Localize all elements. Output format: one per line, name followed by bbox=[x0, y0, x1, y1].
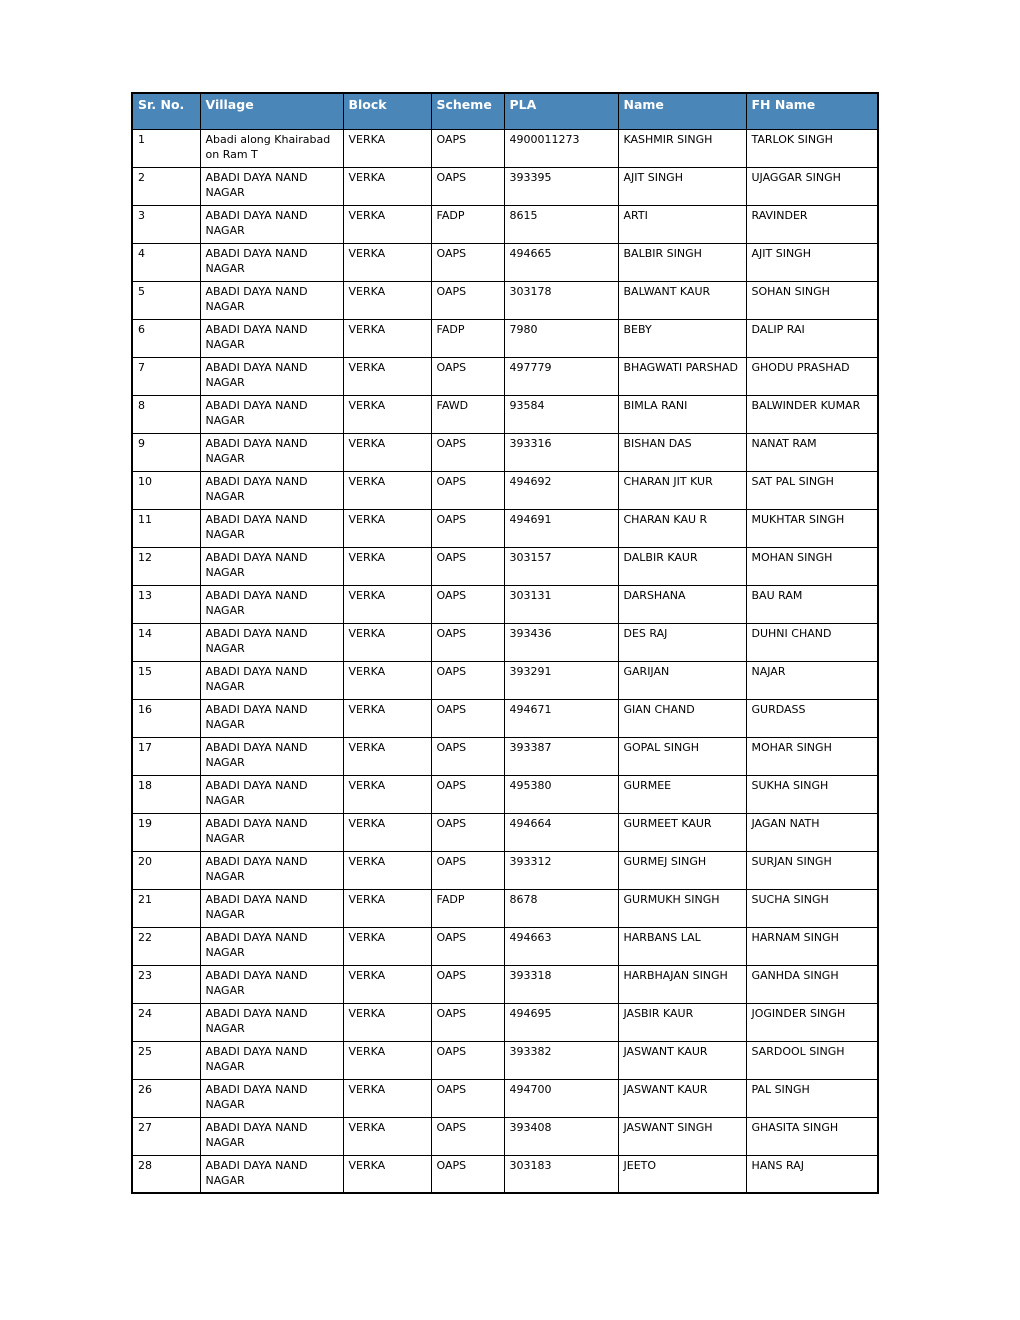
cell-village: ABADI DAYA NAND NAGAR bbox=[200, 1155, 343, 1193]
cell-sr-no: 16 bbox=[132, 699, 200, 737]
cell-block: VERKA bbox=[343, 319, 431, 357]
cell-village: ABADI DAYA NAND NAGAR bbox=[200, 471, 343, 509]
cell-scheme: OAPS bbox=[431, 623, 504, 661]
cell-sr-no: 15 bbox=[132, 661, 200, 699]
table-row bbox=[132, 851, 878, 889]
col-header-sr-no: Sr. No. bbox=[132, 93, 200, 129]
cell-village: ABADI DAYA NAND NAGAR bbox=[200, 585, 343, 623]
cell-pla: 393382 bbox=[504, 1041, 618, 1079]
cell-block: VERKA bbox=[343, 509, 431, 547]
cell-village: ABADI DAYA NAND NAGAR bbox=[200, 927, 343, 965]
table-row bbox=[132, 585, 878, 623]
cell-name: BISHAN DAS bbox=[618, 433, 746, 471]
cell-sr-no: 12 bbox=[132, 547, 200, 585]
cell-name: ARTI bbox=[618, 205, 746, 243]
cell-name: DARSHANA bbox=[618, 585, 746, 623]
cell-pla: 494665 bbox=[504, 243, 618, 281]
cell-sr-no: 20 bbox=[132, 851, 200, 889]
table-row bbox=[132, 1003, 878, 1041]
cell-scheme: FADP bbox=[431, 319, 504, 357]
cell-name: JEETO bbox=[618, 1155, 746, 1193]
cell-block: VERKA bbox=[343, 851, 431, 889]
table-row bbox=[132, 737, 878, 775]
cell-pla: 393318 bbox=[504, 965, 618, 1003]
cell-fh-name: BALWINDER KUMAR bbox=[746, 395, 878, 433]
cell-sr-no: 5 bbox=[132, 281, 200, 319]
cell-scheme: OAPS bbox=[431, 167, 504, 205]
cell-sr-no: 10 bbox=[132, 471, 200, 509]
cell-sr-no: 21 bbox=[132, 889, 200, 927]
cell-fh-name: HARNAM SINGH bbox=[746, 927, 878, 965]
cell-name: HARBHAJAN SINGH bbox=[618, 965, 746, 1003]
cell-fh-name: JAGAN NATH bbox=[746, 813, 878, 851]
cell-pla: 4900011273 bbox=[504, 129, 618, 167]
cell-village: ABADI DAYA NAND NAGAR bbox=[200, 737, 343, 775]
cell-pla: 494692 bbox=[504, 471, 618, 509]
table-row bbox=[132, 243, 878, 281]
cell-sr-no: 7 bbox=[132, 357, 200, 395]
cell-name: KASHMIR SINGH bbox=[618, 129, 746, 167]
cell-sr-no: 14 bbox=[132, 623, 200, 661]
cell-fh-name: UJAGGAR SINGH bbox=[746, 167, 878, 205]
cell-pla: 93584 bbox=[504, 395, 618, 433]
cell-sr-no: 22 bbox=[132, 927, 200, 965]
cell-scheme: OAPS bbox=[431, 1003, 504, 1041]
cell-block: VERKA bbox=[343, 1117, 431, 1155]
cell-block: VERKA bbox=[343, 927, 431, 965]
table-row bbox=[132, 433, 878, 471]
cell-scheme: OAPS bbox=[431, 775, 504, 813]
cell-scheme: OAPS bbox=[431, 129, 504, 167]
table-row bbox=[132, 509, 878, 547]
table-row bbox=[132, 1117, 878, 1155]
cell-block: VERKA bbox=[343, 889, 431, 927]
table-row bbox=[132, 661, 878, 699]
cell-pla: 303178 bbox=[504, 281, 618, 319]
cell-village: ABADI DAYA NAND NAGAR bbox=[200, 699, 343, 737]
cell-fh-name: SUKHA SINGH bbox=[746, 775, 878, 813]
table-row bbox=[132, 357, 878, 395]
cell-sr-no: 26 bbox=[132, 1079, 200, 1117]
table-row bbox=[132, 395, 878, 433]
cell-name: JASWANT SINGH bbox=[618, 1117, 746, 1155]
cell-name: BEBY bbox=[618, 319, 746, 357]
table-row bbox=[132, 129, 878, 167]
cell-pla: 8678 bbox=[504, 889, 618, 927]
cell-sr-no: 9 bbox=[132, 433, 200, 471]
col-header-village: Village bbox=[200, 93, 343, 129]
cell-name: JASBIR KAUR bbox=[618, 1003, 746, 1041]
cell-scheme: OAPS bbox=[431, 585, 504, 623]
cell-pla: 7980 bbox=[504, 319, 618, 357]
cell-village: Abadi along Khairabad on Ram T bbox=[200, 129, 343, 167]
cell-block: VERKA bbox=[343, 737, 431, 775]
cell-pla: 303183 bbox=[504, 1155, 618, 1193]
cell-sr-no: 4 bbox=[132, 243, 200, 281]
cell-sr-no: 23 bbox=[132, 965, 200, 1003]
table-row bbox=[132, 699, 878, 737]
cell-block: VERKA bbox=[343, 661, 431, 699]
cell-scheme: OAPS bbox=[431, 927, 504, 965]
cell-fh-name: SOHAN SINGH bbox=[746, 281, 878, 319]
table-header-row bbox=[132, 93, 878, 129]
cell-pla: 393291 bbox=[504, 661, 618, 699]
cell-name: BALWANT KAUR bbox=[618, 281, 746, 319]
cell-village: ABADI DAYA NAND NAGAR bbox=[200, 509, 343, 547]
cell-name: HARBANS LAL bbox=[618, 927, 746, 965]
cell-village: ABADI DAYA NAND NAGAR bbox=[200, 889, 343, 927]
cell-village: ABADI DAYA NAND NAGAR bbox=[200, 775, 343, 813]
cell-scheme: OAPS bbox=[431, 357, 504, 395]
cell-sr-no: 19 bbox=[132, 813, 200, 851]
cell-name: JASWANT KAUR bbox=[618, 1041, 746, 1079]
cell-scheme: OAPS bbox=[431, 851, 504, 889]
table-row bbox=[132, 167, 878, 205]
cell-scheme: OAPS bbox=[431, 699, 504, 737]
cell-pla: 393395 bbox=[504, 167, 618, 205]
cell-block: VERKA bbox=[343, 775, 431, 813]
cell-fh-name: MOHAN SINGH bbox=[746, 547, 878, 585]
cell-village: ABADI DAYA NAND NAGAR bbox=[200, 1041, 343, 1079]
cell-sr-no: 24 bbox=[132, 1003, 200, 1041]
cell-name: CHARAN JIT KUR bbox=[618, 471, 746, 509]
cell-name: GIAN CHAND bbox=[618, 699, 746, 737]
cell-pla: 494664 bbox=[504, 813, 618, 851]
cell-scheme: OAPS bbox=[431, 661, 504, 699]
cell-name: GURMEJ SINGH bbox=[618, 851, 746, 889]
cell-pla: 393436 bbox=[504, 623, 618, 661]
cell-village: ABADI DAYA NAND NAGAR bbox=[200, 547, 343, 585]
cell-fh-name: AJIT SINGH bbox=[746, 243, 878, 281]
cell-sr-no: 2 bbox=[132, 167, 200, 205]
cell-pla: 8615 bbox=[504, 205, 618, 243]
col-header-fh-name: FH Name bbox=[746, 93, 878, 129]
cell-village: ABADI DAYA NAND NAGAR bbox=[200, 851, 343, 889]
cell-name: GURMUKH SINGH bbox=[618, 889, 746, 927]
cell-fh-name: GHODU PRASHAD bbox=[746, 357, 878, 395]
cell-name: JASWANT KAUR bbox=[618, 1079, 746, 1117]
cell-block: VERKA bbox=[343, 699, 431, 737]
cell-scheme: OAPS bbox=[431, 1041, 504, 1079]
cell-pla: 494695 bbox=[504, 1003, 618, 1041]
table-row bbox=[132, 623, 878, 661]
cell-block: VERKA bbox=[343, 623, 431, 661]
cell-village: ABADI DAYA NAND NAGAR bbox=[200, 1117, 343, 1155]
cell-scheme: OAPS bbox=[431, 1155, 504, 1193]
cell-name: DALBIR KAUR bbox=[618, 547, 746, 585]
cell-village: ABADI DAYA NAND NAGAR bbox=[200, 1079, 343, 1117]
cell-sr-no: 11 bbox=[132, 509, 200, 547]
cell-fh-name: PAL SINGH bbox=[746, 1079, 878, 1117]
cell-pla: 393387 bbox=[504, 737, 618, 775]
cell-fh-name: HANS RAJ bbox=[746, 1155, 878, 1193]
cell-scheme: OAPS bbox=[431, 813, 504, 851]
cell-name: DES RAJ bbox=[618, 623, 746, 661]
cell-fh-name: BAU RAM bbox=[746, 585, 878, 623]
table-row bbox=[132, 281, 878, 319]
table-row bbox=[132, 775, 878, 813]
table-row bbox=[132, 813, 878, 851]
cell-block: VERKA bbox=[343, 547, 431, 585]
cell-name: GARIJAN bbox=[618, 661, 746, 699]
cell-block: VERKA bbox=[343, 965, 431, 1003]
cell-block: VERKA bbox=[343, 129, 431, 167]
cell-block: VERKA bbox=[343, 813, 431, 851]
cell-scheme: OAPS bbox=[431, 509, 504, 547]
cell-sr-no: 18 bbox=[132, 775, 200, 813]
cell-name: BALBIR SINGH bbox=[618, 243, 746, 281]
cell-name: GOPAL SINGH bbox=[618, 737, 746, 775]
table-row bbox=[132, 205, 878, 243]
table-row bbox=[132, 1155, 878, 1193]
table-row bbox=[132, 547, 878, 585]
cell-pla: 494671 bbox=[504, 699, 618, 737]
cell-sr-no: 1 bbox=[132, 129, 200, 167]
cell-sr-no: 17 bbox=[132, 737, 200, 775]
cell-sr-no: 28 bbox=[132, 1155, 200, 1193]
cell-fh-name: RAVINDER bbox=[746, 205, 878, 243]
cell-fh-name: GANHDA SINGH bbox=[746, 965, 878, 1003]
cell-pla: 494663 bbox=[504, 927, 618, 965]
cell-sr-no: 27 bbox=[132, 1117, 200, 1155]
cell-village: ABADI DAYA NAND NAGAR bbox=[200, 623, 343, 661]
table-row bbox=[132, 889, 878, 927]
cell-scheme: OAPS bbox=[431, 433, 504, 471]
cell-village: ABADI DAYA NAND NAGAR bbox=[200, 205, 343, 243]
col-header-name: Name bbox=[618, 93, 746, 129]
cell-scheme: FADP bbox=[431, 205, 504, 243]
cell-fh-name: SUCHA SINGH bbox=[746, 889, 878, 927]
cell-fh-name: MUKHTAR SINGH bbox=[746, 509, 878, 547]
table-row bbox=[132, 1041, 878, 1079]
cell-block: VERKA bbox=[343, 1041, 431, 1079]
cell-scheme: FADP bbox=[431, 889, 504, 927]
cell-scheme: OAPS bbox=[431, 737, 504, 775]
cell-pla: 303157 bbox=[504, 547, 618, 585]
cell-fh-name: DALIP RAI bbox=[746, 319, 878, 357]
cell-block: VERKA bbox=[343, 471, 431, 509]
cell-name: BHAGWATI PARSHAD bbox=[618, 357, 746, 395]
cell-sr-no: 8 bbox=[132, 395, 200, 433]
col-header-pla: PLA bbox=[504, 93, 618, 129]
cell-fh-name: MOHAR SINGH bbox=[746, 737, 878, 775]
cell-name: CHARAN KAU R bbox=[618, 509, 746, 547]
cell-village: ABADI DAYA NAND NAGAR bbox=[200, 1003, 343, 1041]
cell-sr-no: 3 bbox=[132, 205, 200, 243]
cell-fh-name: TARLOK SINGH bbox=[746, 129, 878, 167]
cell-pla: 393408 bbox=[504, 1117, 618, 1155]
cell-fh-name: SURJAN SINGH bbox=[746, 851, 878, 889]
cell-pla: 303131 bbox=[504, 585, 618, 623]
cell-village: ABADI DAYA NAND NAGAR bbox=[200, 281, 343, 319]
cell-name: GURMEE bbox=[618, 775, 746, 813]
table-row bbox=[132, 927, 878, 965]
cell-scheme: OAPS bbox=[431, 243, 504, 281]
table-row bbox=[132, 1079, 878, 1117]
cell-village: ABADI DAYA NAND NAGAR bbox=[200, 965, 343, 1003]
cell-scheme: OAPS bbox=[431, 547, 504, 585]
cell-block: VERKA bbox=[343, 357, 431, 395]
cell-block: VERKA bbox=[343, 395, 431, 433]
cell-name: AJIT SINGH bbox=[618, 167, 746, 205]
cell-pla: 497779 bbox=[504, 357, 618, 395]
cell-scheme: FAWD bbox=[431, 395, 504, 433]
cell-sr-no: 25 bbox=[132, 1041, 200, 1079]
cell-block: VERKA bbox=[343, 1155, 431, 1193]
cell-block: VERKA bbox=[343, 585, 431, 623]
cell-scheme: OAPS bbox=[431, 1117, 504, 1155]
cell-pla: 494700 bbox=[504, 1079, 618, 1117]
cell-block: VERKA bbox=[343, 205, 431, 243]
cell-fh-name: GURDASS bbox=[746, 699, 878, 737]
cell-fh-name: GHASITA SINGH bbox=[746, 1117, 878, 1155]
beneficiary-table-container bbox=[131, 92, 877, 1194]
cell-scheme: OAPS bbox=[431, 965, 504, 1003]
cell-pla: 495380 bbox=[504, 775, 618, 813]
cell-village: ABADI DAYA NAND NAGAR bbox=[200, 167, 343, 205]
table-row bbox=[132, 471, 878, 509]
cell-fh-name: JOGINDER SINGH bbox=[746, 1003, 878, 1041]
cell-village: ABADI DAYA NAND NAGAR bbox=[200, 813, 343, 851]
cell-pla: 393316 bbox=[504, 433, 618, 471]
cell-block: VERKA bbox=[343, 281, 431, 319]
cell-block: VERKA bbox=[343, 167, 431, 205]
cell-fh-name: NAJAR bbox=[746, 661, 878, 699]
cell-scheme: OAPS bbox=[431, 281, 504, 319]
cell-pla: 494691 bbox=[504, 509, 618, 547]
cell-block: VERKA bbox=[343, 243, 431, 281]
cell-name: GURMEET KAUR bbox=[618, 813, 746, 851]
cell-village: ABADI DAYA NAND NAGAR bbox=[200, 319, 343, 357]
cell-scheme: OAPS bbox=[431, 471, 504, 509]
cell-scheme: OAPS bbox=[431, 1079, 504, 1117]
table-row bbox=[132, 319, 878, 357]
cell-village: ABADI DAYA NAND NAGAR bbox=[200, 661, 343, 699]
cell-sr-no: 6 bbox=[132, 319, 200, 357]
cell-fh-name: DUHNI CHAND bbox=[746, 623, 878, 661]
cell-pla: 393312 bbox=[504, 851, 618, 889]
cell-fh-name: SAT PAL SINGH bbox=[746, 471, 878, 509]
cell-block: VERKA bbox=[343, 433, 431, 471]
col-header-block: Block bbox=[343, 93, 431, 129]
beneficiary-table bbox=[131, 92, 879, 1194]
cell-block: VERKA bbox=[343, 1003, 431, 1041]
cell-block: VERKA bbox=[343, 1079, 431, 1117]
cell-village: ABADI DAYA NAND NAGAR bbox=[200, 357, 343, 395]
cell-name: BIMLA RANI bbox=[618, 395, 746, 433]
cell-village: ABADI DAYA NAND NAGAR bbox=[200, 433, 343, 471]
cell-village: ABADI DAYA NAND NAGAR bbox=[200, 395, 343, 433]
table-row bbox=[132, 965, 878, 1003]
cell-sr-no: 13 bbox=[132, 585, 200, 623]
col-header-scheme: Scheme bbox=[431, 93, 504, 129]
cell-fh-name: NANAT RAM bbox=[746, 433, 878, 471]
cell-fh-name: SARDOOL SINGH bbox=[746, 1041, 878, 1079]
cell-village: ABADI DAYA NAND NAGAR bbox=[200, 243, 343, 281]
